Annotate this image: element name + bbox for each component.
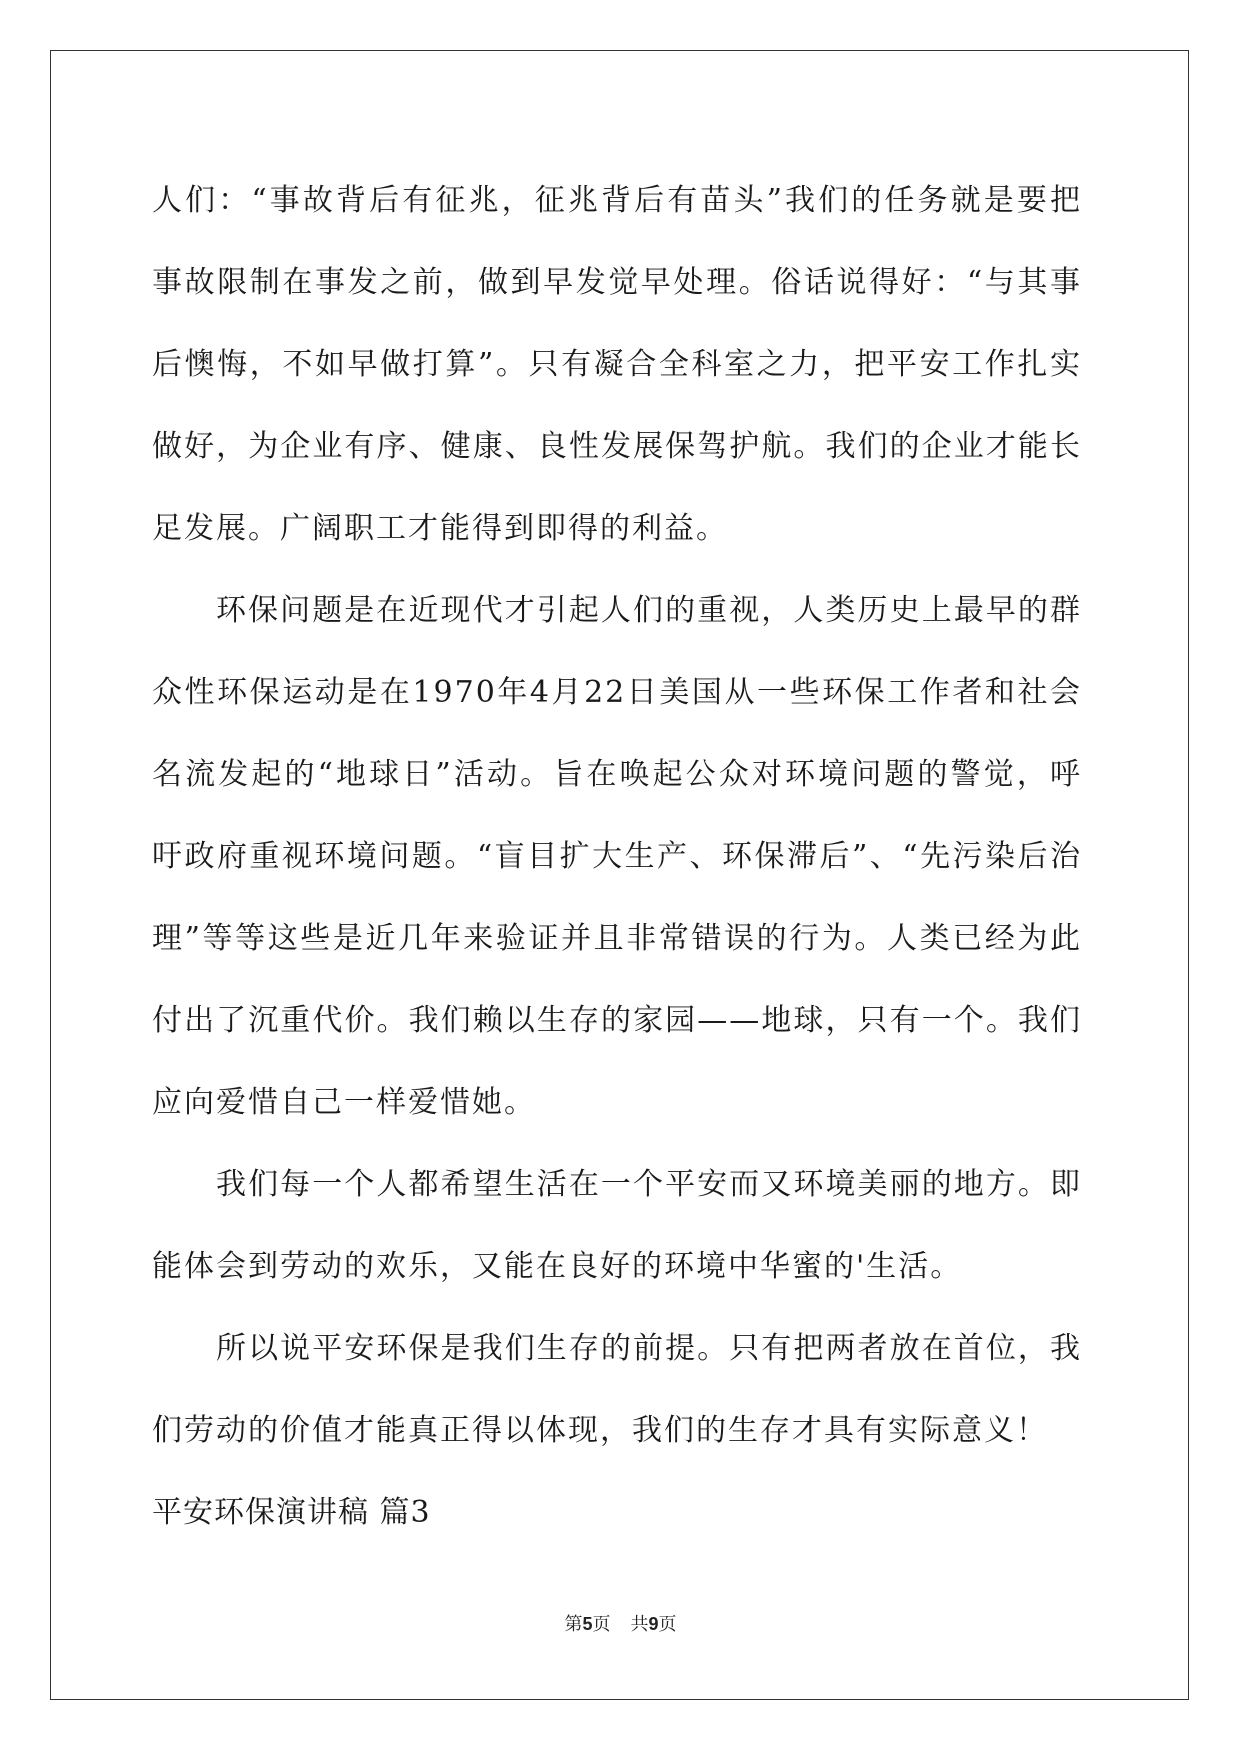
page-footer bbox=[0, 1610, 1241, 1636]
paragraph-3: 我们每一个人都希望生活在一个平安而又环境美丽的地方。即能体会到劳动的欢乐，又能在良好的环境中华蜜的'生活。 bbox=[152, 1167, 1082, 1284]
footer-total-suffix: 页 bbox=[658, 1614, 677, 1635]
total-pages-number: 9 bbox=[648, 1614, 659, 1634]
current-page-number: 5 bbox=[582, 1614, 593, 1634]
paragraph-2: 环保问题是在近现代才引起人们的重视，人类历史上最早的群众性环保运动是在1970年4月22日美国从一些环保工作者和社会名流发起的“地球日”活动。旨在唤起公众对环境问题的警觉，呼吁政府重视环境问题。“盲目扩大生产、环保滞后”、“先污染后治理”等等这些是近几年来验证并且非常错误的行为。人类已经为此付出了沉重代价。我们赖以生存的家园——地球，只有一个。我们应向爱惜自己一样爱惜她。 bbox=[152, 593, 1082, 1120]
footer-total-prefix: 共 bbox=[630, 1614, 649, 1635]
document-body bbox=[152, 160, 1082, 1554]
paragraph-1: 人们：“事故背后有征兆，征兆背后有苗头”我们的任务就是要把事故限制在事发之前，做到早发觉早处理。俗话说得好：“与其事后懊悔，不如早做打算”。只有凝合全科室之力，把平安工作扎实做好，为企业有序、健康、良性发展保驾护航。我们的企业才能长足发展。广阔职工才能得到即得的利益。 bbox=[152, 183, 1082, 546]
paragraph-4: 所以说平安环保是我们生存的前提。只有把两者放在首位，我们劳动的价值才能真正得以体现，我们的生存才具有实际意义！ bbox=[152, 1331, 1082, 1448]
section-heading: 平安环保演讲稿 篇3 bbox=[152, 1495, 431, 1530]
footer-prefix: 第 bbox=[564, 1614, 583, 1635]
footer-page-suffix: 页 bbox=[592, 1614, 611, 1635]
